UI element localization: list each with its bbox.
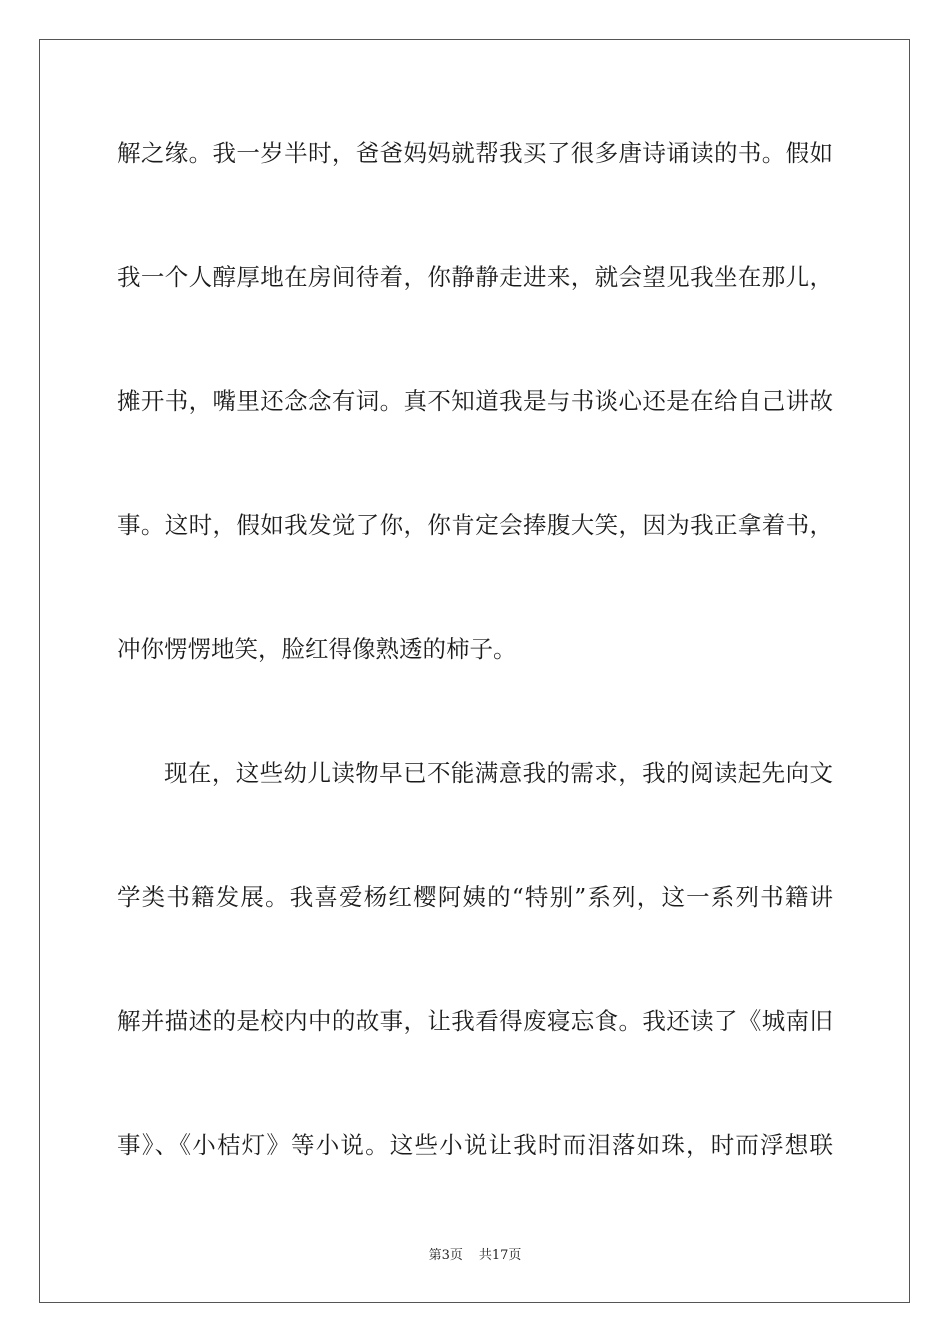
body-text-line-4: 事。这时，假如我发觉了你，你肯定会捧腹大笑，因为我正拿着书，	[117, 511, 833, 539]
body-text-line-1: 解之缘。我一岁半时，爸爸妈妈就帮我买了很多唐诗诵读的书。假如	[117, 139, 833, 167]
body-text-line-2: 我一个人醇厚地在房间待着，你静静走进来，就会望见我坐在那儿，	[117, 263, 833, 291]
body-text-line-3: 摊开书，嘴里还念念有词。真不知道我是与书谈心还是在给自己讲故	[117, 387, 833, 415]
total-pages: 共17页	[478, 1248, 522, 1263]
page-border	[39, 39, 910, 1303]
body-text-line-9: 事》、《小桔灯》等小说。这些小说让我时而泪落如珠，时而浮想联	[117, 1131, 833, 1159]
page-number: 第3页	[428, 1248, 463, 1263]
body-text-line-6: 现在，这些幼儿读物早已不能满意我的需求，我的阅读起先向文	[164, 759, 833, 787]
page-footer	[0, 1248, 950, 1264]
body-text-line-8: 解并描述的是校内中的故事，让我看得废寝忘食。我还读了《城南旧	[117, 1007, 833, 1035]
body-text-line-5: 冲你愣愣地笑，脸红得像熟透的柿子。	[117, 635, 517, 663]
body-text-line-7: 学类书籍发展。我喜爱杨红樱阿姨的“特别”系列，这一系列书籍讲	[117, 883, 833, 911]
